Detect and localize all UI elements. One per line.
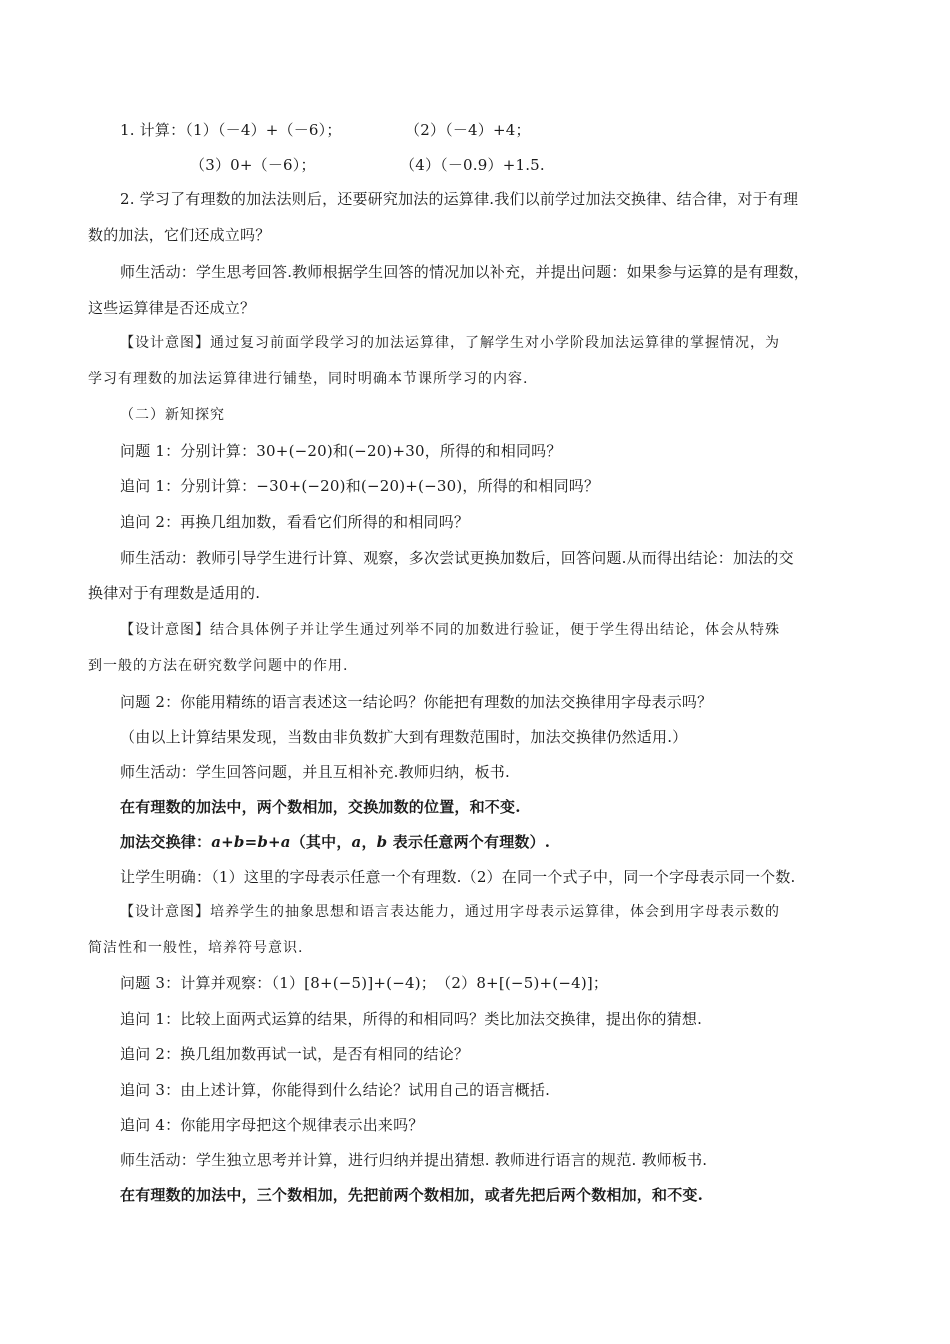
activity-2-line-2: 换律对于有理数是适用的. [88, 584, 261, 602]
activity-3: 师生活动：学生回答问题，并且互相补充.教师归纳，板书. [120, 763, 510, 781]
commutative-formula: a+b=b+a [211, 833, 291, 851]
observation-note: （由以上计算结果发现，当数由非负数扩大到有理数范围时，加法交换律仍然适用.） [120, 728, 688, 746]
commutative-law-comma: ， [361, 833, 377, 851]
commutative-law [120, 832, 550, 852]
design-intent-3-line-1: 【设计意图】培养学生的抽象思想和语言表达能力，通过用字母表示运算律，体会到用字母表示数的 [120, 904, 780, 920]
question-3: 问题 3：计算并观察：（1）[8+(−5)]+(−4)； （2）8+[(−5)+(−4)]； [120, 974, 609, 992]
commutative-law-mid: （其中， [290, 833, 352, 851]
design-intent-1-line-2: 学习有理数的加法运算律进行铺垫，同时明确本节课所学习的内容. [88, 371, 529, 387]
design-intent-2-line-1: 【设计意图】结合具体例子并让学生通过列举不同的加数进行验证，便于学生得出结论，体会从特殊 [120, 622, 780, 638]
q3-follow-up-2: 追问 2：换几组加数再试一试，是否有相同的结论？ [120, 1045, 470, 1063]
variable-b: b [376, 833, 388, 851]
commutative-statement: 在有理数的加法中，两个数相加，交换加数的位置，和不变. [120, 798, 521, 816]
q3-follow-up-1: 追问 1：比较上面两式运算的结果，所得的和相同吗？类比加法交换律，提出你的猜想. [120, 1010, 703, 1028]
activity-4: 师生活动：学生独立思考并计算，进行归纳并提出猜想. 教师进行语言的规范. 教师板书. [120, 1151, 708, 1169]
commutative-law-post: 表示任意两个有理数）. [387, 833, 551, 851]
question-2: 问题 2：你能用精练的语言表述这一结论吗？你能把有理数的加法交换律用字母表示吗？ [120, 693, 713, 711]
q3-follow-up-3: 追问 3：由上述计算，你能得到什么结论？试用自己的语言概括. [120, 1081, 551, 1099]
activity-1-line-1: 师生活动：学生思考回答.教师根据学生回答的情况加以补充，并提出问题：如果参与运算的是有理数， [120, 263, 809, 281]
follow-up-2: 追问 2：再换几组加数，看看它们所得的和相同吗？ [120, 513, 470, 531]
activity-2-line-1: 师生活动：教师引导学生进行计算、观察，多次尝试更换加数后，回答问题.从而得出结论：加法的交 [120, 549, 794, 567]
exercise-1-part-3: （3）0+（－6）； [190, 156, 316, 174]
follow-up-1: 追问 1：分别计算：−30+(−20)和(−20)+(−30)，所得的和相同吗？ [120, 477, 600, 495]
exercise-1-part-4: （4）（－0.9）+1.5. [400, 156, 545, 174]
design-intent-1-line-1: 【设计意图】通过复习前面学段学习的加法运算律，了解学生对小学阶段加法运算律的掌握情况，为 [120, 335, 780, 351]
activity-1-line-2: 这些运算律是否还成立？ [88, 299, 256, 317]
question-1: 问题 1：分别计算：30+(−20)和(−20)+30，所得的和相同吗？ [120, 442, 562, 460]
exercise-1-part-2: （2）（－4）+4； [405, 121, 531, 139]
exercise-1-part-1: 1. 计算：（1）（－4）+（－6）； [120, 121, 342, 139]
design-intent-2-line-2: 到一般的方法在研究数学问题中的作用. [88, 658, 349, 674]
clarification: 让学生明确：（1）这里的字母表示任意一个有理数.（2）在同一个式子中，同一个字母表示同一个数. [120, 868, 796, 886]
design-intent-3-line-2: 简洁性和一般性，培养符号意识. [88, 940, 304, 956]
variable-a: a [351, 833, 362, 851]
question-2-line-1: 2. 学习了有理数的加法法则后，还要研究加法的运算律.我们以前学过加法交换律、结合律，对于有理 [120, 190, 799, 208]
q3-follow-up-4: 追问 4：你能用字母把这个规律表示出来吗？ [120, 1116, 424, 1134]
associative-statement: 在有理数的加法中，三个数相加，先把前两个数相加，或者先把后两个数相加，和不变. [120, 1186, 704, 1204]
question-2-line-2: 数的加法，它们还成立吗？ [88, 226, 271, 244]
section-heading: （二）新知探究 [120, 407, 225, 423]
commutative-law-label: 加法交换律： [120, 833, 212, 851]
